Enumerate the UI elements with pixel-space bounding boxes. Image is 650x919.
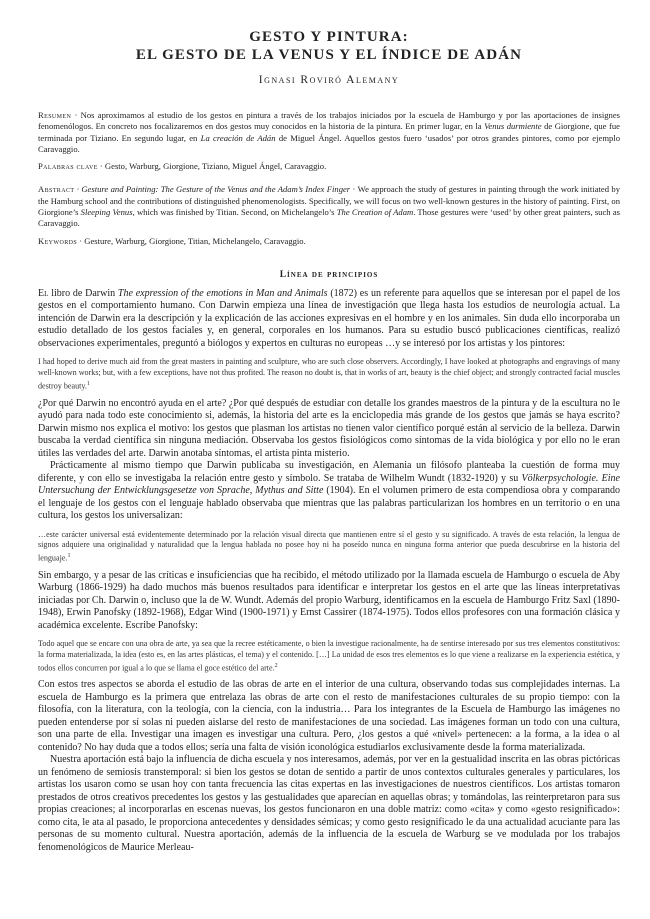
quote-1-text: I had hoped to derive much aid from the great masters in painting and sculpture, who are such close observers. Accordingly, I have looked at photographs and engravings of many well-known works; but, with a few exceptions, have not thus profited. The reason no doubt is, that in works of art, beauty is the chief object; and strongly contracted facial muscles destroy beauty. <box>38 357 620 391</box>
keywords-text: · Gesture, Warburg, Giorgione, Titian, Michelangelo, Caravaggio. <box>77 235 306 246</box>
paragraph-3-text-2: (1904). En el volumen primero de esta compendiosa obra y comparando el lenguaje de los gestos con el lenguaje hablado observaba que mientras que las palabras particularizan los hombres en un territorio o en una cultura, los gestos los universalizan: <box>38 485 621 522</box>
abstract-text-1: · We approach the study of gestures in painting through the work initiated by the Hamburg school and the contributions of distinguished phenomenologists. Specifically, we will focus on two well-known gestures in the history of painting. First, on Giorgione’s <box>38 184 620 218</box>
block-quote-1 <box>38 357 620 392</box>
quote-3-text: Todo aquel que se encare con una obra de arte, ya sea que la recree estéticamente, o bien la investigue racionalmente, ha de sentirse interesado por sus tres elementos constitutivos: la forma materializada, la idea (esto es, en las artes plásticas, el tema) y el contenido. […] La unidad de esos tres elementos es lo que viene a realizarse en la experiencia estética, y todos ellos concurren por igual a lo que se llama el goce estético del arte. <box>38 639 620 673</box>
resumen-italic-2: La creación de Adán <box>200 132 276 143</box>
palabras-clave-text: · Gesto, Warburg, Giorgione, Tiziano, Miguel Ángel, Caravaggio. <box>97 161 327 172</box>
palabras-clave-block <box>38 161 620 172</box>
keywords-label: Keywords <box>38 235 78 246</box>
paragraph-6: Nuestra aportación está bajo la influencia de dicha escuela y nos interesamos, además, por ver en la gestualidad inscrita en las obras pictóricas un fenómeno de semiosis transtemporal: si bien los gestos se dotan de sentido a partir de unos contextos culturales generales y particulares, los artistas los usaron como se usan hoy con tanta frecuencia las citas expertas en las investigaciones de nuestros científicos. Los artistas tomaron prestados de otros creativos precedentes los gestos y las gestualidades que aparecían en aquellas obras; y tomándolas, las reinterpretaron para sus propias creaciones; al incorporarlas en escenas nuevas, los gestos funcionaron en una doble matriz: como «cita» y como «gesto resignificado»: como cita, le ata al pasado, le proporciona antecedentes y densidades sémicas; y como gesto resignificado le da una actualidad acuciante para las personas de su momento cultural. Nuestra aportación, además de la influencia de la escuela de Warburg se ve modulada por los trabajos fenomenológicos de Maurice Merleau- <box>38 754 620 853</box>
paragraph-3 <box>38 460 620 523</box>
keywords-block <box>38 236 620 247</box>
abstract-italic-1: Sleeping Venus <box>80 207 133 218</box>
abstract-text-2: , which was finished by Titian. Second, on Michelangelo’s <box>132 207 337 218</box>
resumen-label: Resumen <box>38 110 72 120</box>
title-line-2: EL GESTO DE LA VENUS Y EL ÍNDICE DE ADÁN <box>135 47 523 63</box>
article-author: Ignasi Roviró Alemany <box>258 74 400 86</box>
paragraph-4: Sin embargo, y a pesar de las críticas e insuficiencias que ha recibido, el método utilizado por la llamada escuela de Hamburgo o escuela de Aby Warburg (1866-1929) ha dado muchos más buenos resultados para identificar e interpretar los gestos en el arte que las líneas interpretativas iniciadas por Ch. Darwin o, incluso que la de W. Wundt. Además del propio Warburg, identificamos en la escuela de Hamburgo Fritz Saxl (1890-1948), Erwin Panofsky (1892-1968), Edgar Wind (1900-1971) y Ernst Cassirer (1874-1975). Todos ellos profesores con una formación clásica y académica excelente. Escribe Panofsky: <box>38 569 620 631</box>
resumen-text-2: de Giorgione, que fue terminada por Tiziano. En segundo lugar, en <box>38 121 620 143</box>
block-quote-3 <box>38 639 620 674</box>
paragraph-5: Con estos tres aspectos se aborda el estudio de las obras de arte en el interior de una cultura, observando todas sus complejidades internas. La escuela de Hamburgo es la primera que entrelaza las obras de arte con el resto de manifestaciones culturales de su propio tiempo: con la filosofía, con la literatura, con la teología, con la ciencia, con la industria… Para los integrantes de la Escuela de Hamburgo las imágenes no pueden entenderse por sí solas ni pueden aislarse del resto de manifestaciones de una sociedad. Las imágenes forman un todo con una cultura, son una parte de ella. Investigar una imagen es investigar una cultura. Pero, ¿los gestos a qué «nivel» pertenecen: a la forma, a la idea o al contenido? No hay duda que a todos ellos; sería una falta de visión iconológica estudiarlos exclusivamente desde la forma materializada. <box>38 679 620 753</box>
abstract-block <box>38 184 620 229</box>
resumen-block <box>38 110 620 155</box>
paragraph-1 <box>38 288 620 351</box>
abstract-text-3: . Those gestures were ‘used’ by other great painters, such as Caravaggio. <box>38 207 620 229</box>
abstract-label: Abstract <box>38 184 75 195</box>
paragraph-1-italic: The expression of the emotions in Man and Animals <box>117 287 328 299</box>
title-line-1: GESTO Y PINTURA: <box>249 29 409 45</box>
paragraph-2: ¿Por qué Darwin no encontró ayuda en el arte? ¿Por qué después de estudiar con detalle los grandes maestros de la pintura y de la escultura no le ayudó para nada todo este conocimiento si, además, la historia del arte es la enciclopedia más grande de los gestos que jamás se haya escrito? Darwin mismo nos explica el motivo: los gestos que plasman los artistas no tienen valor científico porqué están al servicio de la belleza. Darwin buscaba la verdad científica sin ninguna mediación. Observaba los gestos fisiológicos como síntomas de la vida biológica y por ello no le eran útiles las verdades del arte. Darwin anotaba síntomas, el artista pinta misterio. <box>38 397 620 459</box>
resumen-italic-1: Venus durmiente <box>484 121 542 132</box>
paragraph-3-text-1: Prácticamente al mismo tiempo que Darwin publicaba su investigación, en Alemania un filósofo planteaba la cuestión de forma muy diferente, y con ello se investigaba la relación entre gesto y símbolo. Se trataba de Wilhelm Wundt (1832-1920) y su <box>38 460 620 484</box>
abstract-italic-2: The Creation of Adam <box>336 207 414 218</box>
resumen-text-1: · Nos aproximamos al estudio de los gestos en pintura a través de los trabajos iniciados por la escuela de Hamburgo y por las aportaciones de insignes fenomenólogos. En concreto nos focalizaremos en dos gestos muy conocidos en la historia de la pintura. En primer lugar, en la <box>38 110 620 132</box>
footnote-ref-3[interactable]: 2 <box>274 662 278 669</box>
article-title <box>38 28 620 64</box>
paragraph-3-italic: Völkerpsychologie. Eine Untersuchung der Entwicklungsgesetze von Sprache, Mythus and Sitte <box>38 472 620 497</box>
section-heading: Línea de principios <box>279 269 379 280</box>
paragraph-1-text-1: libro de Darwin <box>48 287 118 299</box>
quote-2-text: …este carácter universal está evidentemente determinado por la relación visual directa que mantienen entre sí el gesto y su significado. A través de esta relación, la lengua de signos adquiere una originalidad y naturalidad que la lengua hablada no posee hoy ni ha poseído nunca en ninguna forma anterior que pueda descubrirse en la historia del lenguaje. <box>38 529 620 563</box>
footnote-ref-2[interactable]: 1 <box>67 553 71 560</box>
palabras-clave-label: Palabras clave <box>38 161 98 172</box>
article-page <box>38 28 620 854</box>
block-quote-2 <box>38 530 620 565</box>
resumen-text-3: de Miguel Ángel. Aquellos gestos fuero ‘usados’ por otros grandes pintores, como por ejemplo Caravaggio. <box>38 132 620 154</box>
paragraph-1-lead: El <box>38 287 49 299</box>
paragraph-1-text-2: (1872) es un referente para aquellos que se interesan por el papel de los gestos en el comportamiento humano. Con Darwin empieza una línea de investigación que llega hasta los estudios de neurología actual. La intención de Darwin era la descripción y la explicación de las acciones expresivas en el hombre y en los animales. Sin duda ello incorporaba un estudio detallado de los gestos faciales y, en general, corporales en los humanos. Para su estudio buscó publicaciones científicas, realizó observaciones experimentales, preguntó a biólogos y expertos en culturas no europeas …y se interesó por los artistas y los pintores: <box>38 287 620 349</box>
abstract-title: · Gesture and Painting: The Gesture of the Venus and the Adam’s Index Finger <box>74 184 351 195</box>
footnote-ref-1[interactable]: 1 <box>86 381 90 388</box>
